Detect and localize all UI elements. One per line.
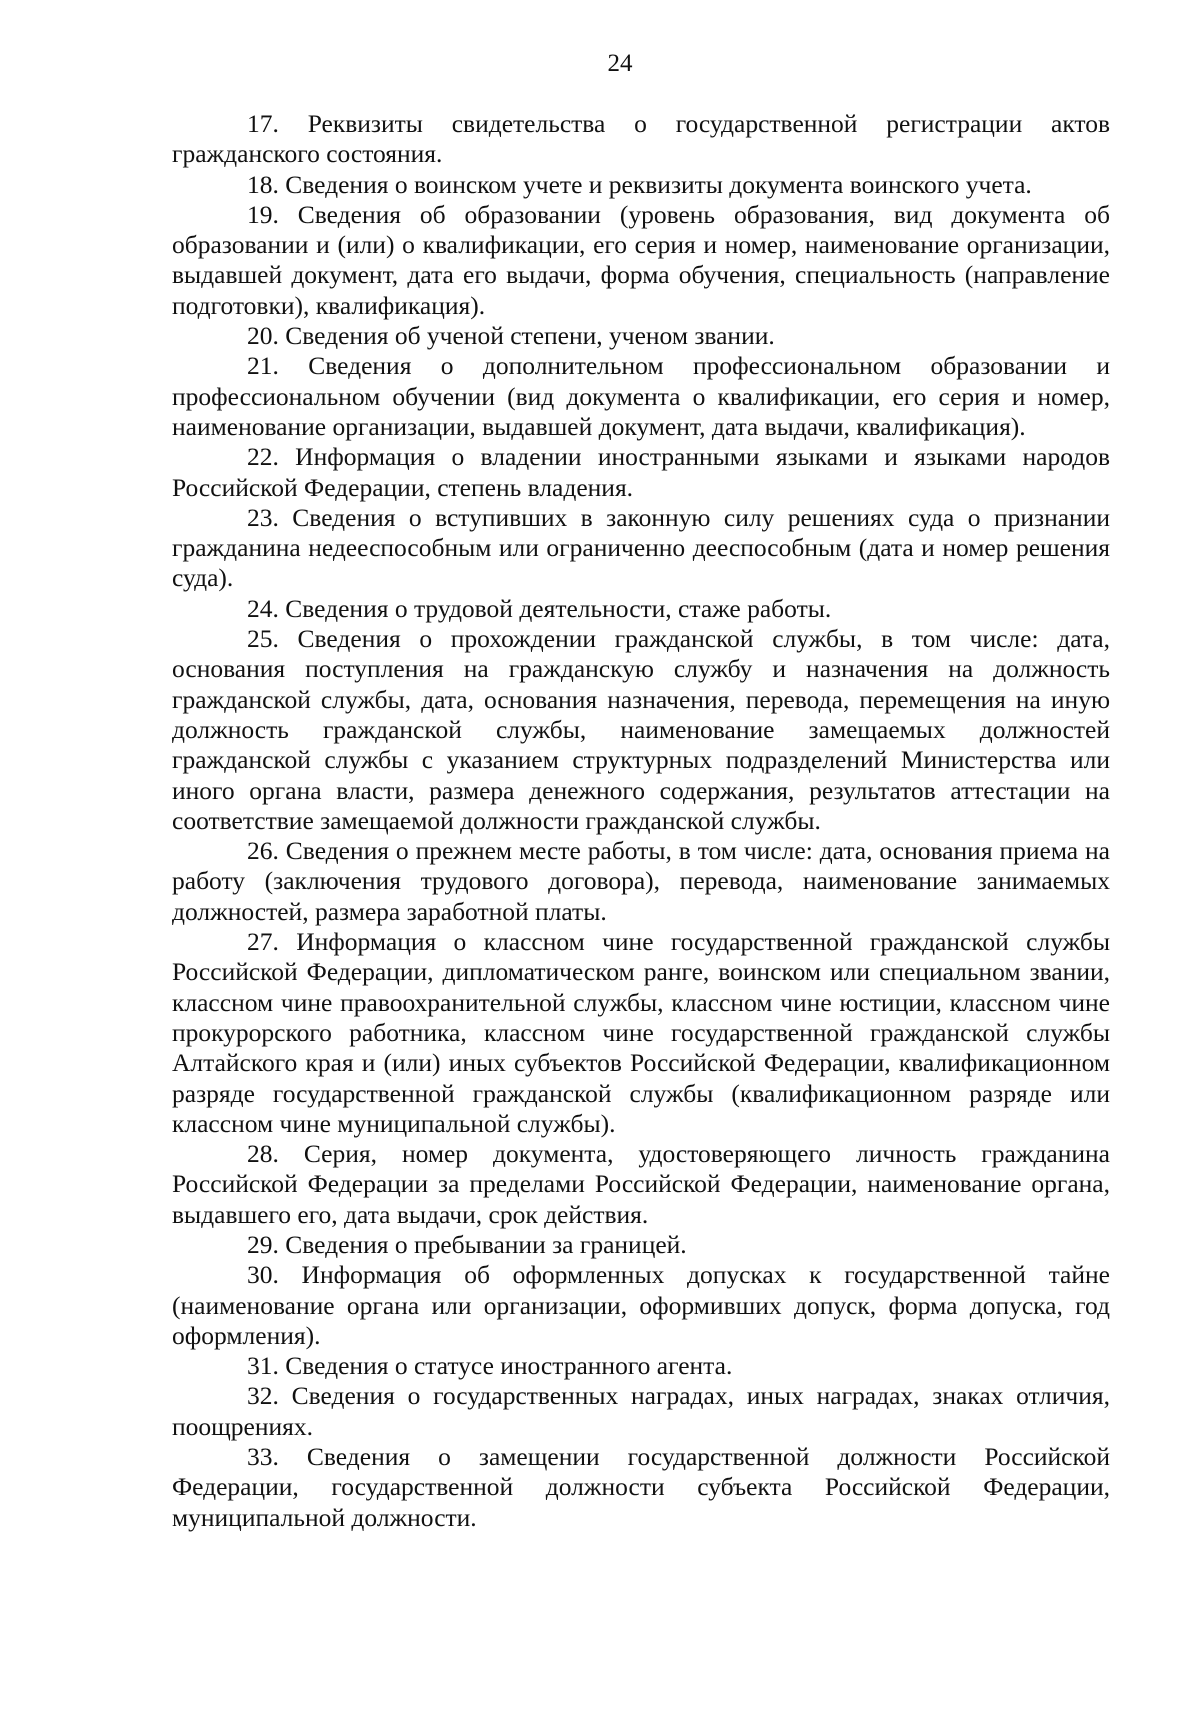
list-item: 21. Сведения о дополнительном профессиональном образовании и профессиональном обучении (вид документа о квалификации, его серия и номер, наименование организации, выдавшей документ, дата выдачи, квалификация).	[172, 351, 1110, 441]
list-item: 28. Серия, номер документа, удостоверяющего личность гражданина Российской Федерации за пределами Российской Федерации, наименование органа, выдавшего его, дата выдачи, срок действия.	[172, 1139, 1110, 1229]
document-body	[172, 109, 1110, 1533]
page-number: 24	[607, 50, 633, 77]
list-item: 23. Сведения о вступивших в законную силу решениях суда о признании гражданина недееспособным или ограниченно дееспособным (дата и номер решения суда).	[172, 502, 1110, 593]
list-item: 25. Сведения о прохождении гражданской службы, в том числе: дата, основания поступления на гражданскую службу и назначения на должность гражданской службы, дата, основания назначения, перевода, перемещения на иную должность гражданской службы, наименование замещаемых должностей гражданской службы с указанием структурных подразделений Министерства или иного органа власти, размера денежного содержания, результатов аттестации на соответствие замещаемой должности гражданской службы.	[172, 624, 1110, 835]
list-item: 22. Информация о владении иностранными языками и языками народов Российской Федерации, степень владения.	[172, 442, 1110, 502]
list-item: 20. Сведения об ученой степени, ученом звании.	[247, 321, 775, 351]
list-item: 18. Сведения о воинском учете и реквизиты документа воинского учета.	[247, 169, 1032, 199]
list-item: 30. Информация об оформленных допусках к государственной тайне (наименование органа или организации, оформивших допуск, форма допуска, год оформления).	[172, 1260, 1110, 1350]
list-item: 24. Сведения о трудовой деятельности, стаже работы.	[247, 593, 832, 623]
list-item: 29. Сведения о пребывании за границей.	[247, 1229, 687, 1259]
list-item: 32. Сведения о государственных наградах, иных наградах, знаках отличия, поощрениях.	[172, 1381, 1110, 1441]
list-item: 26. Сведения о прежнем месте работы, в том числе: дата, основания приема на работу (заключения трудового договора), перевода, наименование занимаемых должностей, размера заработной платы.	[172, 836, 1110, 926]
list-item: 19. Сведения об образовании (уровень образования, вид документа об образовании и (или) о квалификации, его серия и номер, наименование организации, выдавшей документ, дата его выдачи, форма обучения, специальность (направление подготовки), квалификация).	[172, 199, 1110, 320]
list-item: 27. Информация о классном чине государственной гражданской службы Российской Федерации, дипломатическом ранге, воинском или специальном звании, классном чине правоохранительной службы, классном чине юстиции, классном чине прокурорского работника, классном чине государственной гражданской службы Алтайского края и (или) иных субъектов Российской Федерации, квалификационном разряде государственной гражданской службы (квалификационном разряде или классном чине муниципальной службы).	[172, 927, 1110, 1138]
list-item: 33. Сведения о замещении государственной должности Российской Федерации, государственной должности субъекта Российской Федерации, муниципальной должности.	[172, 1442, 1110, 1532]
list-item: 31. Сведения о статусе иностранного агента.	[247, 1351, 733, 1381]
list-item: 17. Реквизиты свидетельства о государственной регистрации актов гражданского состояния.	[172, 109, 1110, 169]
